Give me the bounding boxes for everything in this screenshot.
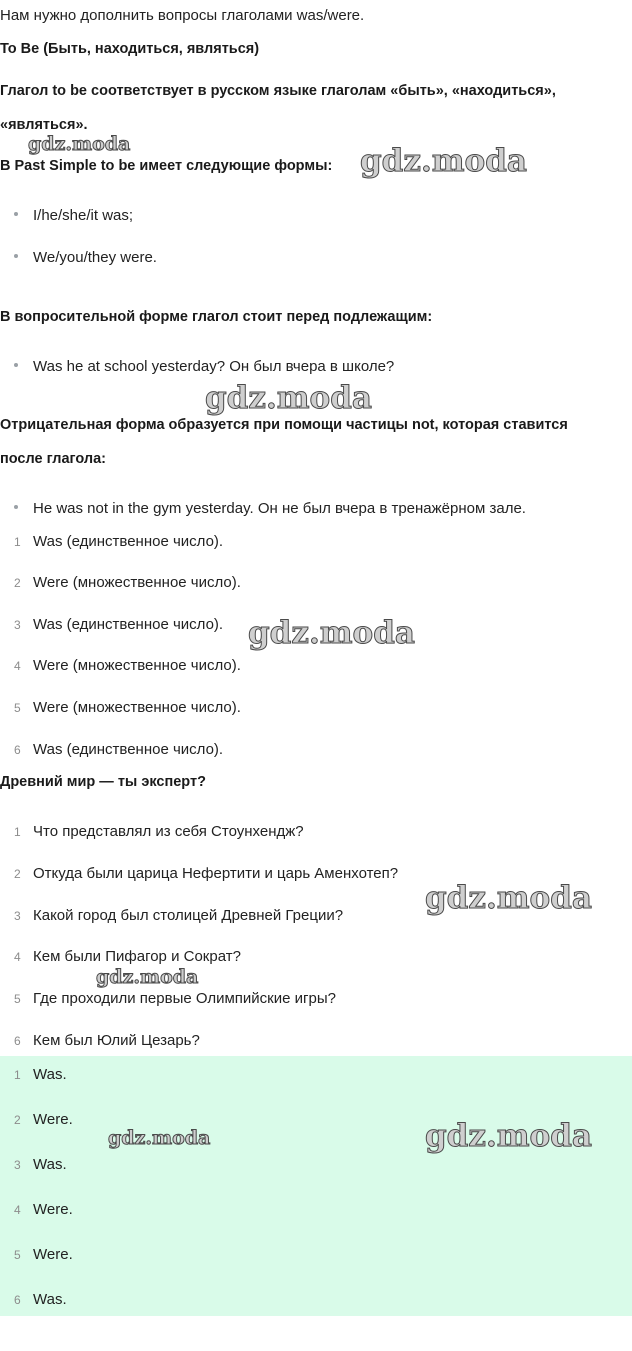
answer-item: 6 Was. (14, 1291, 67, 1308)
list-item: 4 Кем были Пифагор и Сократ? (14, 948, 241, 965)
bullet-icon (14, 505, 18, 509)
bullet-icon (14, 212, 18, 216)
list-item: 3 Was (единственное число). (14, 616, 224, 633)
list-item: 6 Was (единственное число). (14, 741, 224, 758)
answer-item: 4 Were. (14, 1201, 73, 1218)
negative-heading-line2: после глагола: (0, 451, 107, 467)
watermark-logo: gdz.moda (96, 966, 199, 988)
answer-item: 2 Were. (14, 1111, 73, 1128)
intro-text: Нам нужно дополнить вопросы глаголами was/were. (0, 7, 365, 24)
watermark-logo: gdz.moda (28, 133, 131, 155)
watermark-logo: gdz.moda (108, 1127, 211, 1149)
list-item: 1 Was (единственное число). (14, 533, 224, 550)
answer-item: 5 Were. (14, 1246, 73, 1263)
answer-item: 1 Was. (14, 1066, 67, 1083)
watermark-logo: gdz.moda (425, 880, 592, 916)
negative-heading-line1: Отрицательная форма образуется при помощи частицы not, которая ставится (0, 417, 568, 433)
glagol-text-line1: Глагол to be соответствует в русском языке глаголам «быть», «находиться», (0, 83, 556, 99)
watermark-logo: gdz.moda (248, 615, 415, 651)
past-simple-heading: В Past Simple to be имеет следующие формы: (0, 158, 333, 174)
list-item: Was he at school yesterday? Он был вчера в школе? (14, 358, 394, 375)
glagol-text-line2: «являться». (0, 117, 88, 133)
list-item: He was not in the gym yesterday. Он не был вчера в тренажёрном зале. (14, 500, 526, 517)
list-item: 3 Какой город был столицей Древней Греции? (14, 907, 344, 924)
ancient-world-heading: Древний мир — ты эксперт? (0, 774, 206, 790)
list-item: 6 Кем был Юлий Цезарь? (14, 1032, 200, 1049)
answer-item: 3 Was. (14, 1156, 67, 1173)
watermark-logo: gdz.moda (205, 380, 372, 416)
watermark-logo: gdz.moda (425, 1118, 592, 1154)
list-item: 2 Were (множественное число). (14, 574, 241, 591)
list-item: I/he/she/it was; (14, 207, 133, 224)
list-item: 1 Что представлял из себя Стоунхендж? (14, 823, 304, 840)
bullet-icon (14, 363, 18, 367)
watermark-logo: gdz.moda (360, 143, 527, 179)
question-heading: В вопросительной форме глагол стоит перед подлежащим: (0, 309, 433, 325)
answers-block (0, 1056, 632, 1316)
heading-to-be: To Be (Быть, находиться, являться) (0, 41, 260, 57)
list-item: We/you/they were. (14, 249, 157, 266)
list-item: 5 Were (множественное число). (14, 699, 241, 716)
list-item: 5 Где проходили первые Олимпийские игры? (14, 990, 336, 1007)
bullet-icon (14, 254, 18, 258)
list-item: 2 Откуда были царица Нефертити и царь Аменхотеп? (14, 865, 399, 882)
list-item: 4 Were (множественное число). (14, 657, 241, 674)
